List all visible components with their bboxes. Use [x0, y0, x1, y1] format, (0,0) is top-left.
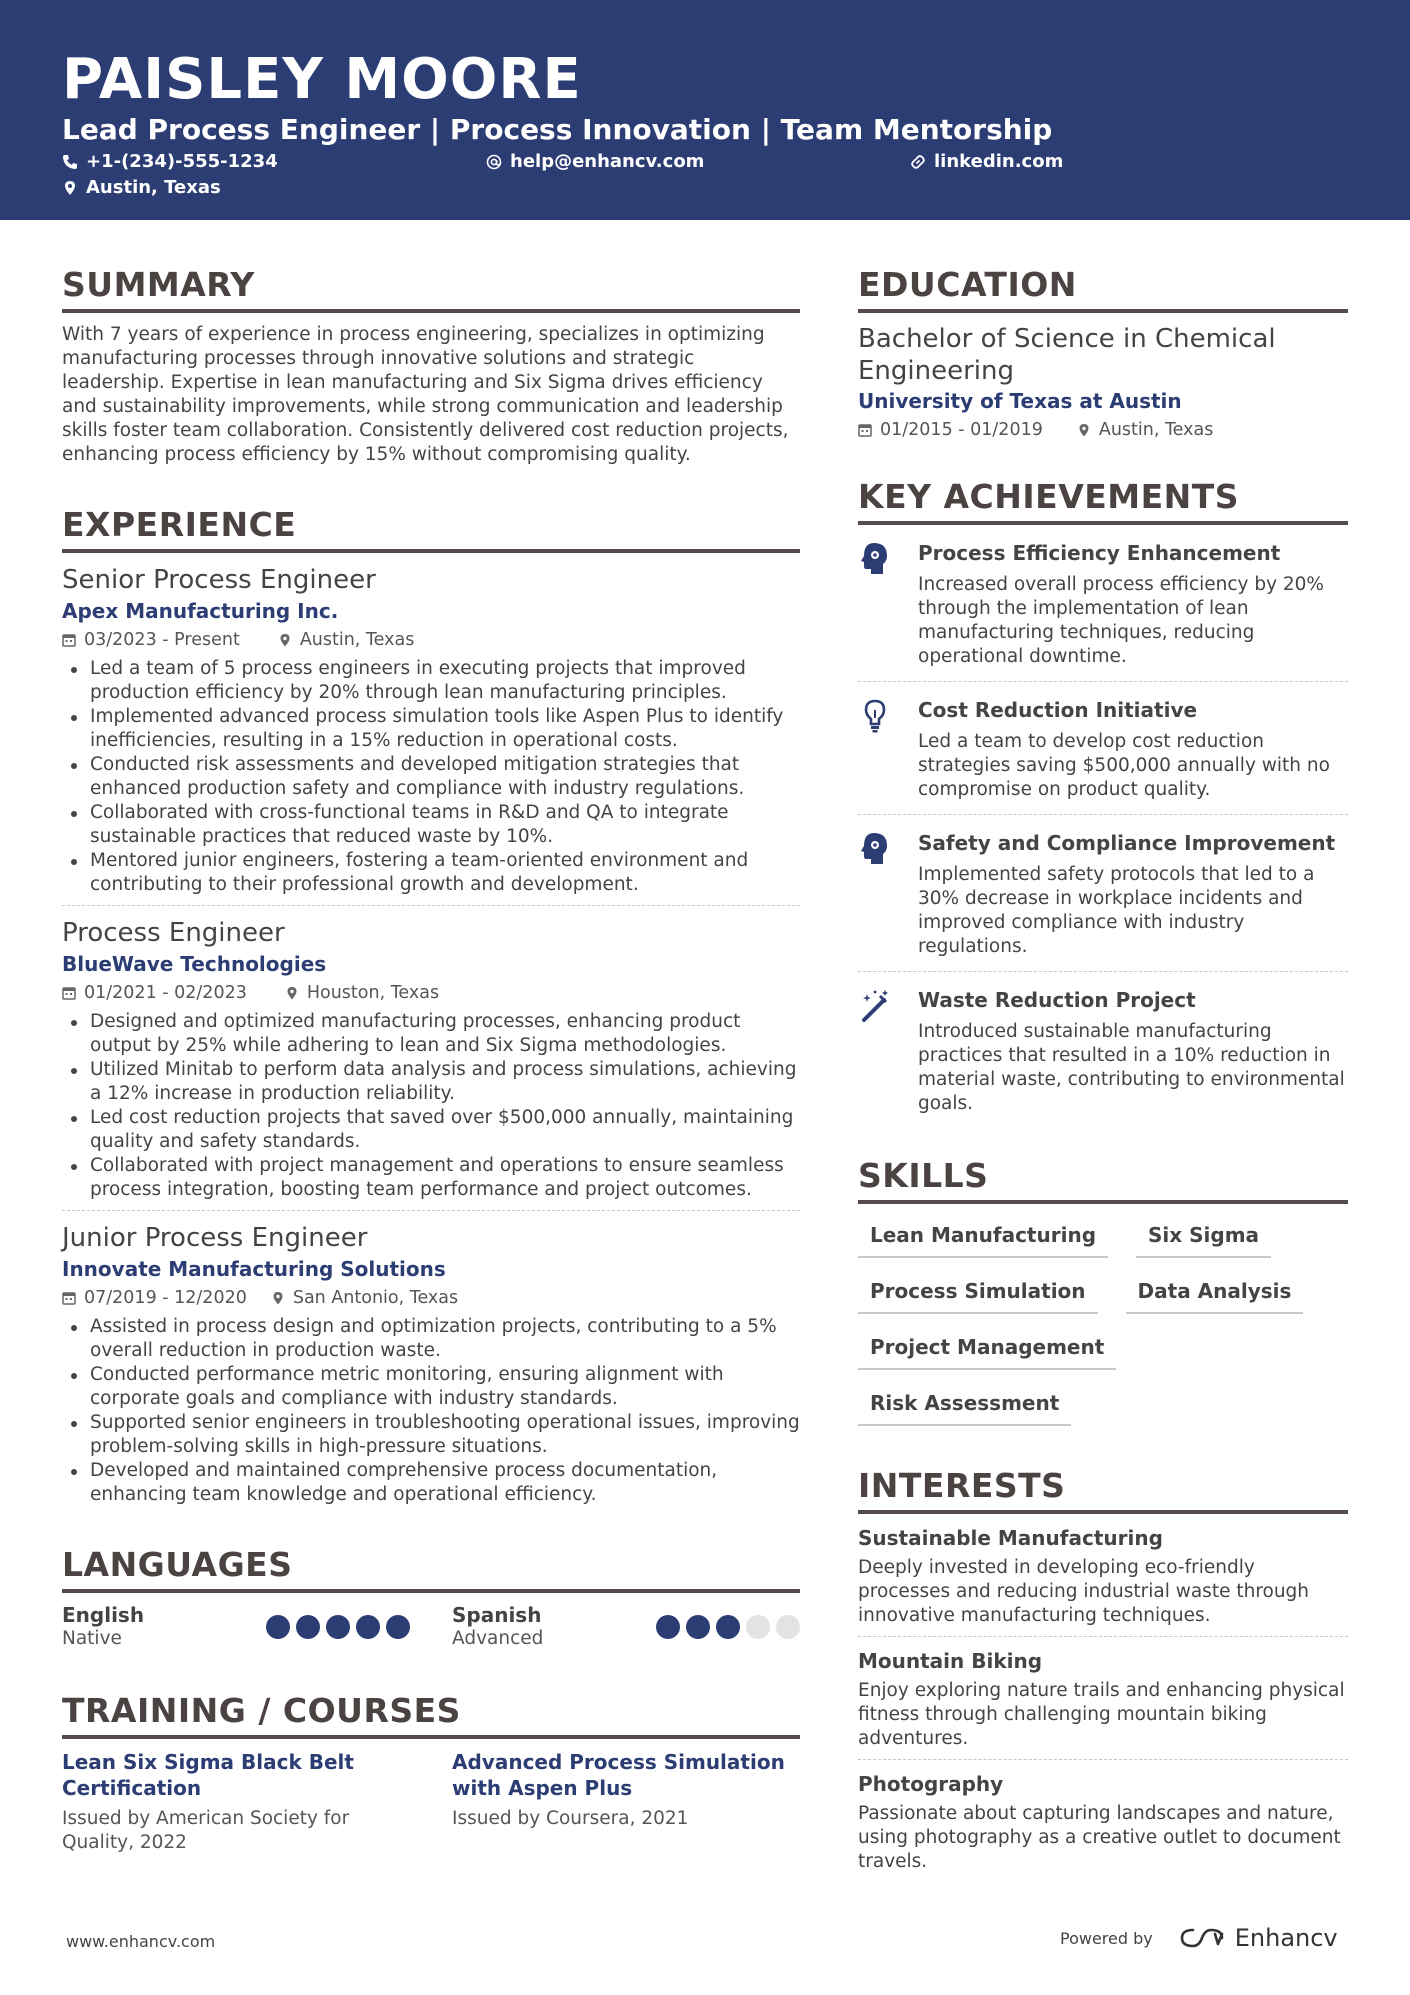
left-column: [62, 265, 800, 1855]
achievement-title: Safety and Compliance Improvement: [918, 831, 1336, 855]
job-title: Junior Process Engineer: [62, 1223, 368, 1253]
job-bullets: [62, 1010, 800, 1202]
training-title: Advanced Process Simulation with Aspen Plus: [452, 1750, 785, 1800]
skill-tag: Project Management: [858, 1334, 1116, 1370]
education-section: [858, 265, 1348, 443]
achievement-item: [858, 535, 1348, 673]
rating-dot-empty: [746, 1615, 770, 1639]
language-item: [452, 1603, 800, 1651]
rating-dot-filled: [716, 1615, 740, 1639]
summary-heading: SUMMARY: [62, 265, 800, 313]
interest-text: Enjoy exploring nature trails and enhancing physical fitness through challenging mountain biking adventures.: [858, 1680, 1345, 1749]
location-text: Austin, Texas: [86, 177, 221, 198]
achievement-text: Led a team to develop cost reduction strategies saving $500,000 annually with no compromise on product quality.: [918, 731, 1330, 800]
enhancv-logo[interactable]: [1179, 1924, 1338, 1952]
candidate-name: PAISLEY MOORE: [62, 47, 582, 112]
rating-dot-filled: [266, 1615, 290, 1639]
rating-dot-filled: [686, 1615, 710, 1639]
interest-text: Passionate about capturing landscapes and nature, using photography as a creative outlet to document travels.: [858, 1803, 1341, 1872]
phone-number[interactable]: +1-(234)-555-1234: [86, 151, 278, 172]
phone-icon: [62, 154, 78, 170]
rating-dot-filled: [326, 1615, 350, 1639]
phone-contact: [62, 150, 278, 174]
training-title: Lean Six Sigma Black Belt Certification: [62, 1750, 354, 1800]
language-level: Native: [62, 1628, 122, 1649]
interest-title: Photography: [858, 1772, 1004, 1796]
job-bullet: Collaborated with cross-functional teams in R&D and QA to integrate sustainable practices that reduced waste by 10%.: [62, 801, 800, 849]
achievement-item: [858, 825, 1348, 963]
skill-tag: Lean Manufacturing: [858, 1222, 1108, 1258]
interest-text: Deeply invested in developing eco-friendly processes and reducing industrial waste through innovative manufacturing techniques.: [858, 1557, 1310, 1626]
achievements-heading: KEY ACHIEVEMENTS: [858, 477, 1348, 525]
interest-item: [858, 1770, 1348, 1874]
rating-dot-filled: [356, 1615, 380, 1639]
job-bullets: [62, 1315, 800, 1507]
achievement-text: Introduced sustainable manufacturing practices that resulted in a 10% reduction in material waste, contributing to environmental goals.: [918, 1021, 1345, 1114]
rating-dot-filled: [386, 1615, 410, 1639]
job-bullet: Utilized Minitab to perform data analysis and process simulations, achieving a 12% increase in production reliability.: [62, 1058, 800, 1106]
job-dates: 03/2023 - Present: [84, 630, 240, 650]
email-contact: [486, 150, 704, 174]
rating-dot-filled: [296, 1615, 320, 1639]
achievement-text: Increased overall process efficiency by 20% through the implementation of lean manufacturing techniques, reducing operational downtime.: [918, 574, 1325, 667]
linkedin-contact: [910, 150, 1063, 174]
achievements-section: [858, 477, 1348, 1120]
calendar-icon: [858, 423, 872, 437]
interest-item: [858, 1647, 1348, 1751]
training-issuer: Issued by American Society for Quality, 2022: [62, 1808, 350, 1853]
skill-tag: Data Analysis: [1126, 1278, 1304, 1314]
rating-dot-filled: [656, 1615, 680, 1639]
job-title: Senior Process Engineer: [62, 565, 376, 595]
location-pin-icon: [62, 180, 78, 196]
calendar-icon: [62, 986, 76, 1000]
training-section: [62, 1691, 800, 1855]
right-column: [858, 265, 1348, 1874]
experience-entry: [62, 563, 800, 897]
skill-tag: Six Sigma: [1136, 1222, 1271, 1258]
job-bullet: Assisted in process design and optimization projects, contributing to a 5% overall reduction in production waste.: [62, 1315, 800, 1363]
job-bullet: Mentored junior engineers, fostering a team-oriented environment and contributing to their professional growth and development.: [62, 849, 800, 897]
interest-item: [858, 1524, 1348, 1628]
summary-text: With 7 years of experience in process engineering, specializes in optimizing manufacturing processes through innovative solutions and strategic leadership. Expertise in lean manufacturing and Six Sigma drives efficiency and sustainability improvements, while strong communication and leadership skills foster team collaboration. Consistently delivered cost reduction projects, enhancing process efficiency by 15% without compromising quality.: [62, 324, 789, 465]
job-bullet: Supported senior engineers in troubleshooting operational issues, improving problem-solving skills in high-pressure situations.: [62, 1411, 800, 1459]
divider: [858, 971, 1348, 972]
language-name: English: [62, 1603, 145, 1627]
job-bullets: [62, 657, 800, 897]
achievement-title: Cost Reduction Initiative: [918, 698, 1198, 722]
job-meta: [62, 1285, 800, 1311]
achievement-title: Process Efficiency Enhancement: [918, 541, 1281, 565]
divider: [858, 1636, 1348, 1637]
job-bullet: Led a team of 5 process engineers in executing projects that improved production efficiency by 20% through lean manufacturing principles.: [62, 657, 800, 705]
experience-section: [62, 505, 800, 1507]
link-icon: [910, 154, 926, 170]
job-title: Process Engineer: [62, 918, 285, 948]
job-bullet: Conducted performance metric monitoring, ensuring alignment with corporate goals and compliance with industry standards.: [62, 1363, 800, 1411]
languages-section: [62, 1545, 800, 1651]
school-name: University of Texas at Austin: [858, 389, 1182, 413]
achievement-title: Waste Reduction Project: [918, 988, 1196, 1012]
divider: [62, 1210, 800, 1211]
location-pin-icon: [285, 986, 299, 1000]
interests-heading: INTERESTS: [858, 1466, 1348, 1514]
location-pin-icon: [278, 633, 292, 647]
enhancv-logo-icon: [1179, 1926, 1225, 1950]
job-location: Houston, Texas: [306, 983, 440, 1003]
job-bullet: Implemented advanced process simulation tools like Aspen Plus to identify inefficiencies, resulting in a 15% reduction in operational costs.: [62, 705, 800, 753]
job-dates: 01/2021 - 02/2023: [84, 983, 247, 1003]
achievement-item: [858, 692, 1348, 806]
head-gear-icon: [858, 831, 892, 867]
lightbulb-icon: [858, 698, 892, 734]
job-dates: 07/2019 - 12/2020: [84, 1288, 247, 1308]
brand-name: Enhancv: [1234, 1924, 1338, 1952]
education-location: Austin, Texas: [1098, 420, 1214, 440]
languages-heading: LANGUAGES: [62, 1545, 800, 1593]
achievement-item: [858, 982, 1348, 1120]
interest-title: Mountain Biking: [858, 1649, 1043, 1673]
training-heading: TRAINING / COURSES: [62, 1691, 800, 1739]
location-contact: [62, 176, 221, 200]
footer-website[interactable]: www.enhancv.com: [66, 1932, 216, 1951]
location-pin-icon: [1077, 423, 1091, 437]
training-item: [62, 1749, 410, 1855]
at-icon: [486, 154, 502, 170]
job-bullet: Led cost reduction projects that saved over $500,000 annually, maintaining quality and safety standards.: [62, 1106, 800, 1154]
experience-entry: [62, 916, 800, 1202]
language-rating: [266, 1615, 410, 1639]
footer-branding: [1060, 1924, 1338, 1952]
language-name: Spanish: [452, 1603, 542, 1627]
education-dates: 01/2015 - 01/2019: [880, 420, 1043, 440]
language-item: [62, 1603, 410, 1651]
job-meta: [62, 627, 800, 653]
skills-section: [858, 1156, 1348, 1426]
interest-title: Sustainable Manufacturing: [858, 1526, 1163, 1550]
head-gear-icon: [858, 541, 892, 577]
language-level: Advanced: [452, 1628, 544, 1649]
education-meta: [858, 417, 1348, 443]
calendar-icon: [62, 1291, 76, 1305]
candidate-headline: Lead Process Engineer | Process Innovation | Team Mentorship: [62, 113, 1053, 146]
divider: [858, 681, 1348, 682]
job-meta: [62, 980, 800, 1006]
resume-header: [0, 0, 1410, 220]
job-bullet: Developed and maintained comprehensive process documentation, enhancing team knowledge and operational efficiency.: [62, 1459, 800, 1507]
job-bullet: Conducted risk assessments and developed mitigation strategies that enhanced production safety and compliance with industry regulations.: [62, 753, 800, 801]
job-bullet: Collaborated with project management and operations to ensure seamless process integration, boosting team performance and project outcomes.: [62, 1154, 800, 1202]
skills-heading: SKILLS: [858, 1156, 1348, 1204]
company-name: BlueWave Technologies: [62, 952, 327, 976]
language-rating: [656, 1615, 800, 1639]
divider: [858, 814, 1348, 815]
magic-wand-icon: [858, 988, 892, 1024]
experience-entry: [62, 1221, 800, 1507]
skill-tag: Process Simulation: [858, 1278, 1098, 1314]
job-location: Austin, Texas: [299, 630, 415, 650]
location-pin-icon: [271, 1291, 285, 1305]
linkedin-link[interactable]: linkedin.com: [934, 151, 1064, 172]
rating-dot-empty: [776, 1615, 800, 1639]
skill-tag: Risk Assessment: [858, 1390, 1071, 1426]
divider: [858, 1759, 1348, 1760]
company-name: Innovate Manufacturing Solutions: [62, 1257, 446, 1281]
powered-by-label: Powered by: [1060, 1928, 1153, 1948]
experience-heading: EXPERIENCE: [62, 505, 800, 553]
training-item: [452, 1749, 800, 1855]
degree: Bachelor of Science in Chemical Engineering: [858, 324, 1276, 386]
job-bullet: Designed and optimized manufacturing processes, enhancing product output by 25% while adhering to lean and Six Sigma methodologies.: [62, 1010, 800, 1058]
interests-section: [858, 1466, 1348, 1874]
divider: [62, 905, 800, 906]
education-heading: EDUCATION: [858, 265, 1348, 313]
job-location: San Antonio, Texas: [292, 1288, 459, 1308]
achievement-text: Implemented safety protocols that led to a 30% decrease in workplace incidents and improved compliance with industry regulations.: [918, 864, 1315, 957]
email-address[interactable]: help@enhancv.com: [510, 151, 705, 172]
summary-section: [62, 265, 800, 467]
calendar-icon: [62, 633, 76, 647]
company-name: Apex Manufacturing Inc.: [62, 599, 339, 623]
training-issuer: Issued by Coursera, 2021: [452, 1808, 689, 1829]
